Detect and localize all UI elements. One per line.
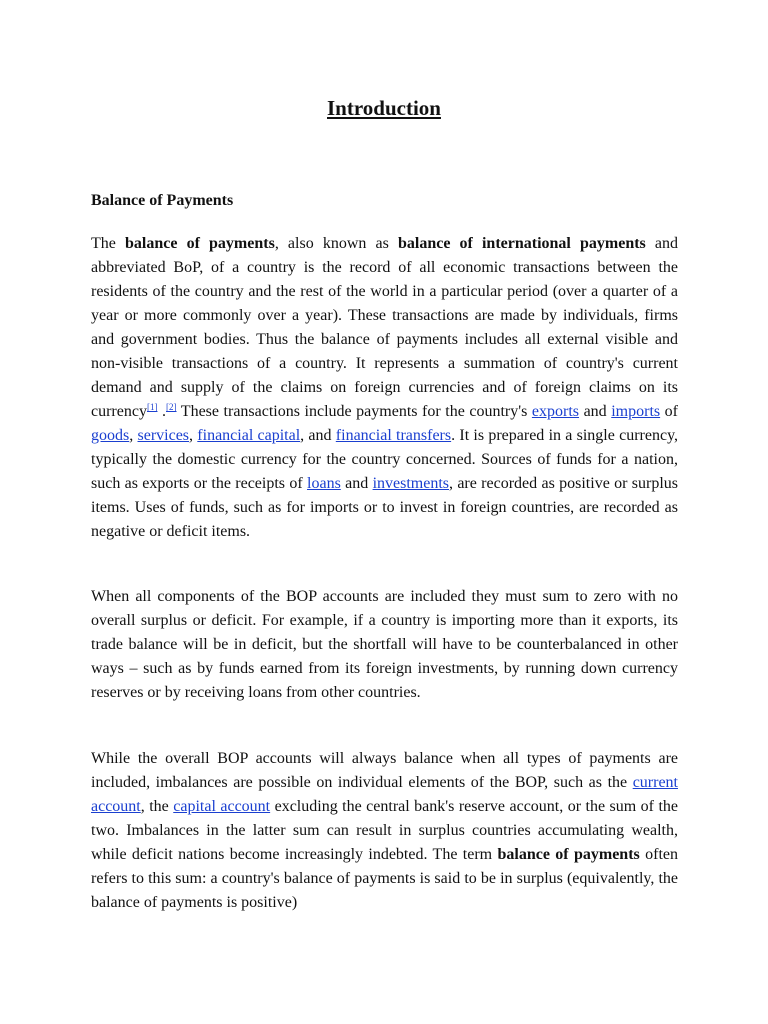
text: , and <box>300 427 336 444</box>
footnote-ref-2[interactable] <box>166 402 177 412</box>
link-investments[interactable]: investments <box>372 475 449 492</box>
paragraph-intro <box>91 232 678 544</box>
footnote-link[interactable]: [2] <box>166 402 177 412</box>
page-title: Introduction <box>327 96 441 120</box>
paragraph-zero-sum: When all components of the BOP accounts are included they must sum to zero with no overall surplus or deficit. For example, if a country is importing more than it exports, its trade balance will be in deficit, but the shortfall will have to be counterbalanced in other ways – such as by funds earned from its foreign investments, by running down currency reserves or by receiving loans from other countries. <box>91 588 678 701</box>
text: , are recorded as positive or surplus items. Uses of funds, such as for imports or to invest in foreign countries, are recorded as negative or deficit items. <box>91 475 679 540</box>
text: These transactions include payments for the country's <box>176 403 532 420</box>
footnote-ref-1[interactable] <box>147 402 158 412</box>
link-current-account[interactable]: current account <box>91 774 678 815</box>
section-heading: Balance of Payments <box>91 192 234 209</box>
text: . <box>157 403 167 420</box>
text: and abbreviated BoP, of a country is the record of all economic transactions between the residents of the country and the rest of the world in a particular period (over a quarter of a year or more commonly over a year). These transactions are made by individuals, firms and government bodies. Thus the balance of payments includes all external visible and non-visible transactions of a country. It represents a summation of country's current demand and supply of the claims on foreign currencies and of foreign claims on its currency <box>91 235 679 420</box>
bold-term: balance of payments <box>125 235 275 252</box>
text: , <box>129 427 138 444</box>
link-financial-capital[interactable]: financial capital <box>197 427 301 444</box>
paragraph-imbalances <box>91 747 678 915</box>
text: While the overall BOP accounts will always balance when all types of payments are included, imbalances are possible on individual elements of the BOP, such as the <box>91 750 678 791</box>
link-goods[interactable]: goods <box>91 427 130 444</box>
link-capital-account[interactable]: capital account <box>173 798 271 815</box>
footnote-link[interactable]: [1] <box>146 402 158 412</box>
text: excluding the central bank's reserve account, or the sum of the two. Imbalances in the latter sum can result in surplus countries accumulating wealth, while deficit nations become increasingly indebted. The term <box>91 798 679 863</box>
link-services[interactable]: services <box>137 427 190 444</box>
link-exports[interactable]: exports <box>531 403 580 420</box>
text: , the <box>140 798 174 815</box>
text: . It is prepared in a single currency, typically the domestic currency for the country concerned. Sources of funds for a nation, such as exports or the receipts of <box>91 427 679 492</box>
bold-term: balance of payments <box>497 846 640 863</box>
text: and <box>340 475 373 492</box>
link-financial-transfers[interactable]: financial transfers <box>335 427 452 444</box>
link-loans[interactable]: loans <box>307 475 341 492</box>
text: , <box>189 427 198 444</box>
text: , also known as <box>274 235 398 252</box>
bold-term: balance of international payments <box>397 235 646 252</box>
text: The <box>91 235 125 252</box>
text: of <box>660 403 679 420</box>
text: often refers to this sum: a country's balance of payments is said to be in surplus (equivalently, the balance of payments is positive) <box>91 846 679 911</box>
link-imports[interactable]: imports <box>611 403 661 420</box>
text: and <box>579 403 612 420</box>
